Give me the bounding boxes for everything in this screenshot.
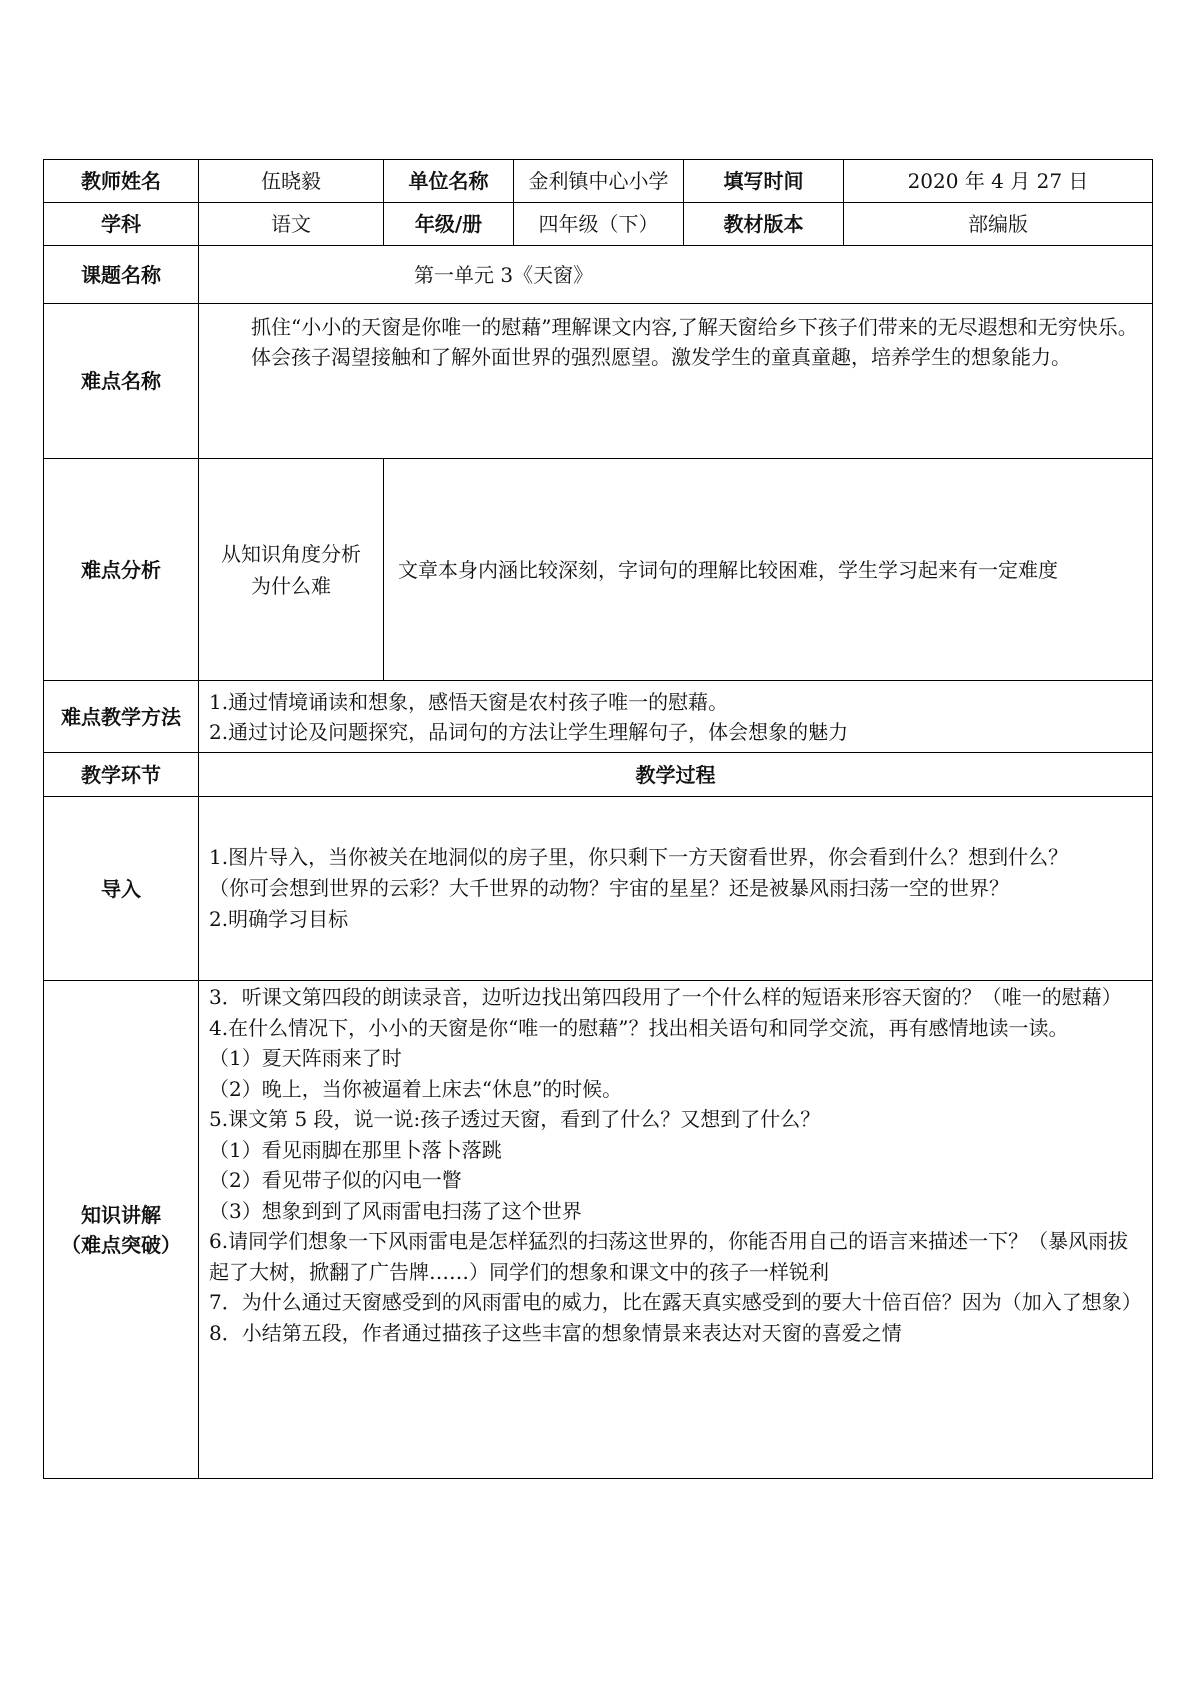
knowledge-line-8: （3）想象到到了风雨雷电扫荡了这个世界 [209, 1198, 582, 1223]
edition-label: 教材版本 [684, 203, 844, 246]
difficulty-line-2: 体会孩子渴望接触和了解外面世界的强烈愿望。激发学生的童真童趣，培养学生的想象能力。 [251, 345, 1071, 369]
topic-value: 第一单元 3《天窗》 [199, 246, 1153, 304]
difficulty-line-1: 抓住“小小的天窗是你唯一的慰藉”理解课文内容,了解天窗给乡下孩子们带来的无尽遐想和无穷快乐。 [251, 315, 1138, 339]
unit-label: 单位名称 [384, 160, 514, 203]
intro-label: 导入 [44, 797, 199, 981]
row-process-header [44, 753, 1153, 797]
intro-line-2: （你可会想到世界的云彩？大千世界的动物？宇宙的星星？还是被暴风雨扫荡一空的世界？ [209, 876, 1009, 900]
method-line-1: 1.通过情境诵读和想象，感悟天窗是农村孩子唯一的慰藉。 [209, 689, 729, 714]
row-difficulty [44, 304, 1153, 459]
lesson-plan-table [43, 159, 1153, 1479]
time-label: 填写时间 [684, 160, 844, 203]
knowledge-line-9: 6.请同学们想象一下风雨雷电是怎样猛烈的扫荡这世界的，你能否用自己的语言来描述一下？（暴风雨拔起了大树，掀翻了广告牌……）同学们的想象和课文中的孩子一样锐利 [209, 1229, 1129, 1284]
method-label: 难点教学方法 [44, 681, 199, 753]
intro-text [199, 797, 1153, 981]
knowledge-label [44, 981, 199, 1479]
intro-line-1: 1.图片导入，当你被关在地洞似的房子里，你只剩下一方天窗看世界，你会看到什么？想到什么？ [209, 845, 1069, 869]
difficulty-text [199, 304, 1153, 459]
knowledge-text [199, 981, 1153, 1479]
process-header: 教学过程 [199, 753, 1153, 797]
analysis-text: 文章本身内涵比较深刻，字词句的理解比较困难，学生学习起来有一定难度 [384, 459, 1153, 681]
knowledge-line-2: 4.在什么情况下，小小的天窗是你“唯一的慰藉”？找出相关语句和同学交流，再有感情地读一读。 [209, 1015, 1069, 1040]
intro-line-3: 2.明确学习目标 [209, 907, 349, 931]
difficulty-label: 难点名称 [44, 304, 199, 459]
row-analysis [44, 459, 1153, 681]
knowledge-line-7: （2）看见带子似的闪电一瞥 [209, 1168, 462, 1192]
topic-label: 课题名称 [44, 246, 199, 304]
analysis-label: 难点分析 [44, 459, 199, 681]
knowledge-label-line-1: 知识讲解 [81, 1202, 161, 1227]
row-subject [44, 203, 1153, 246]
knowledge-line-10: 7．为什么通过天窗感受到的风雨雷电的威力，比在露天真实感受到的要大十倍百倍？因为（加入了想象） [209, 1290, 1142, 1314]
grade-label: 年级/册 [384, 203, 514, 246]
knowledge-label-line-2: （难点突破） [61, 1232, 181, 1257]
edition-value: 部编版 [844, 203, 1153, 246]
subject-value: 语文 [199, 203, 384, 246]
teacher-value: 伍晓毅 [199, 160, 384, 203]
row-method [44, 681, 1153, 753]
row-topic [44, 246, 1153, 304]
unit-value: 金利镇中心小学 [514, 160, 684, 203]
row-intro [44, 797, 1153, 981]
grade-value: 四年级（下） [514, 203, 684, 246]
knowledge-line-11: 8．小结第五段，作者通过描孩子这些丰富的想象情景来表达对天窗的喜爱之情 [209, 1320, 902, 1345]
knowledge-line-1: 3．听课文第四段的朗读录音，边听边找出第四段用了一个什么样的短语来形容天窗的？（唯一的慰藉） [209, 985, 1122, 1009]
method-line-2: 2.通过讨论及问题探究，品词句的方法让学生理解句子，体会想象的魅力 [209, 719, 849, 744]
time-value: 2020 年 4 月 27 日 [844, 160, 1153, 203]
knowledge-line-6: （1）看见雨脚在那里卜落卜落跳 [209, 1137, 502, 1162]
teacher-label: 教师姓名 [44, 160, 199, 203]
method-text [199, 681, 1153, 753]
knowledge-line-3: （1）夏天阵雨来了时 [209, 1046, 402, 1070]
knowledge-line-5: 5.课文第 5 段，说一说:孩子透过天窗，看到了什么？又想到了什么？ [209, 1107, 821, 1131]
stage-header: 教学环节 [44, 753, 199, 797]
analysis-sub-label: 从知识角度分析为什么难 [199, 459, 384, 681]
subject-label: 学科 [44, 203, 199, 246]
knowledge-line-4: （2）晚上，当你被逼着上床去“休息”的时候。 [209, 1076, 623, 1101]
row-knowledge [44, 981, 1153, 1479]
row-teacher [44, 160, 1153, 203]
